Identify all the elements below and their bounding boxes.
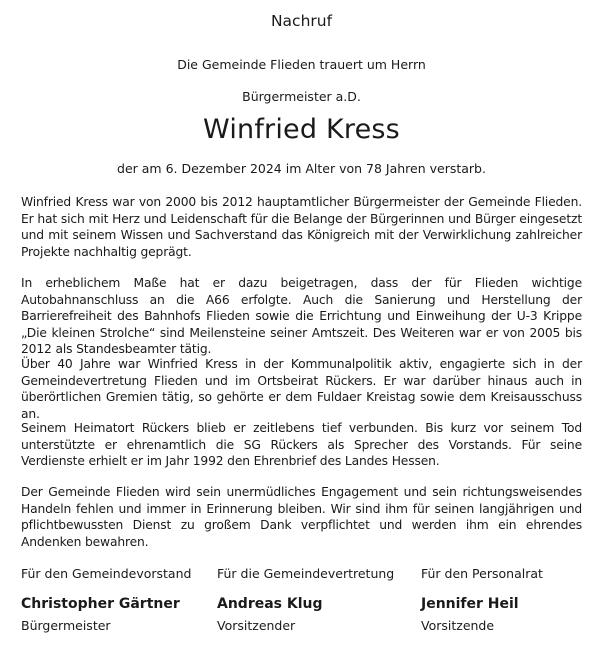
rank-line: Bürgermeister a.D. <box>242 89 361 104</box>
signature-name: Jennifer Heil <box>421 596 519 612</box>
deceased-name: Winfried Kress <box>203 114 400 145</box>
signature-title: Vorsitzende <box>421 618 495 633</box>
signature-role: Für den Gemeindevorstand <box>21 566 192 581</box>
paragraph-closing: Der Gemeinde Flieden wird sein unermüdliches Engagement und sein richtungsweisendes Handeln fehlen und immer in Erinnerung bleiben. Wir sind ihm für seinen langjährigen und pflichtbewussten Dienst zu großem Dank verpflichtet und werden ihm ein ehrendes Andenken bewahren. <box>21 485 582 549</box>
notice-heading: Nachruf <box>270 12 333 30</box>
signature-name: Christopher Gärtner <box>21 596 180 612</box>
paragraph-career: Winfried Kress war von 2000 bis 2012 hauptamtlicher Bürgermeister der Gemeinde Flieden. Er hat sich mit Herz und Leidenschaft für die Belange der Bürgerinnen und Bürger eingesetzt und mit seinem Wissen und Sachverstand das Königreich mit der Verwirklichung zahlreicher Projekte nachhaltig geprägt. <box>21 195 582 259</box>
signature-role: Für den Personalrat <box>421 566 543 581</box>
paragraph-hometown: Seinem Heimatort Rückers blieb er zeitlebens tief verbunden. Bis kurz vor seinem Tod unterstützte er ehrenamtlich die SG Rückers als Sprecher des Vorstands. Für seine Verdienste erhielt er im Jahr 1992 den Ehrenbrief des Landes Hessen. <box>21 421 582 469</box>
paragraph-achievements: In erheblichem Maße hat er dazu beigetragen, dass der für Flieden wichtige Autobahnanschluss an die A66 erfolgte. Auch die Sanierung und Herstellung der Barrierefreiheit des Bahnhofs Flieden sowie die Errichtung und Einweihung der U-3 Krippe „Die kleinen Strolche“ sind Meilensteine seiner Amtszeit. Des Weiteren war er von 2005 bis 2012 als Standesbeamter tätig. <box>21 276 582 357</box>
signature-role: Für die Gemeindevertretung <box>217 566 395 581</box>
intro-line: Die Gemeinde Flieden trauert um Herrn <box>177 57 426 72</box>
signature-title: Bürgermeister <box>21 618 111 633</box>
signature-name: Andreas Klug <box>217 596 323 612</box>
signature-title: Vorsitzender <box>217 618 296 633</box>
paragraph-politics: Über 40 Jahre war Winfried Kress in der Kommunalpolitik aktiv, engagierte sich in der Gemeindevertretung Flieden und im Ortsbeirat Rückers. Er war darüber hinaus auch in überörtlichen Gremien tätig, so gehörte er dem Fuldaer Kreistag sowie dem Kreisausschuss an. <box>21 357 582 421</box>
death-line: der am 6. Dezember 2024 im Alter von 78 Jahren verstarb. <box>117 161 486 176</box>
